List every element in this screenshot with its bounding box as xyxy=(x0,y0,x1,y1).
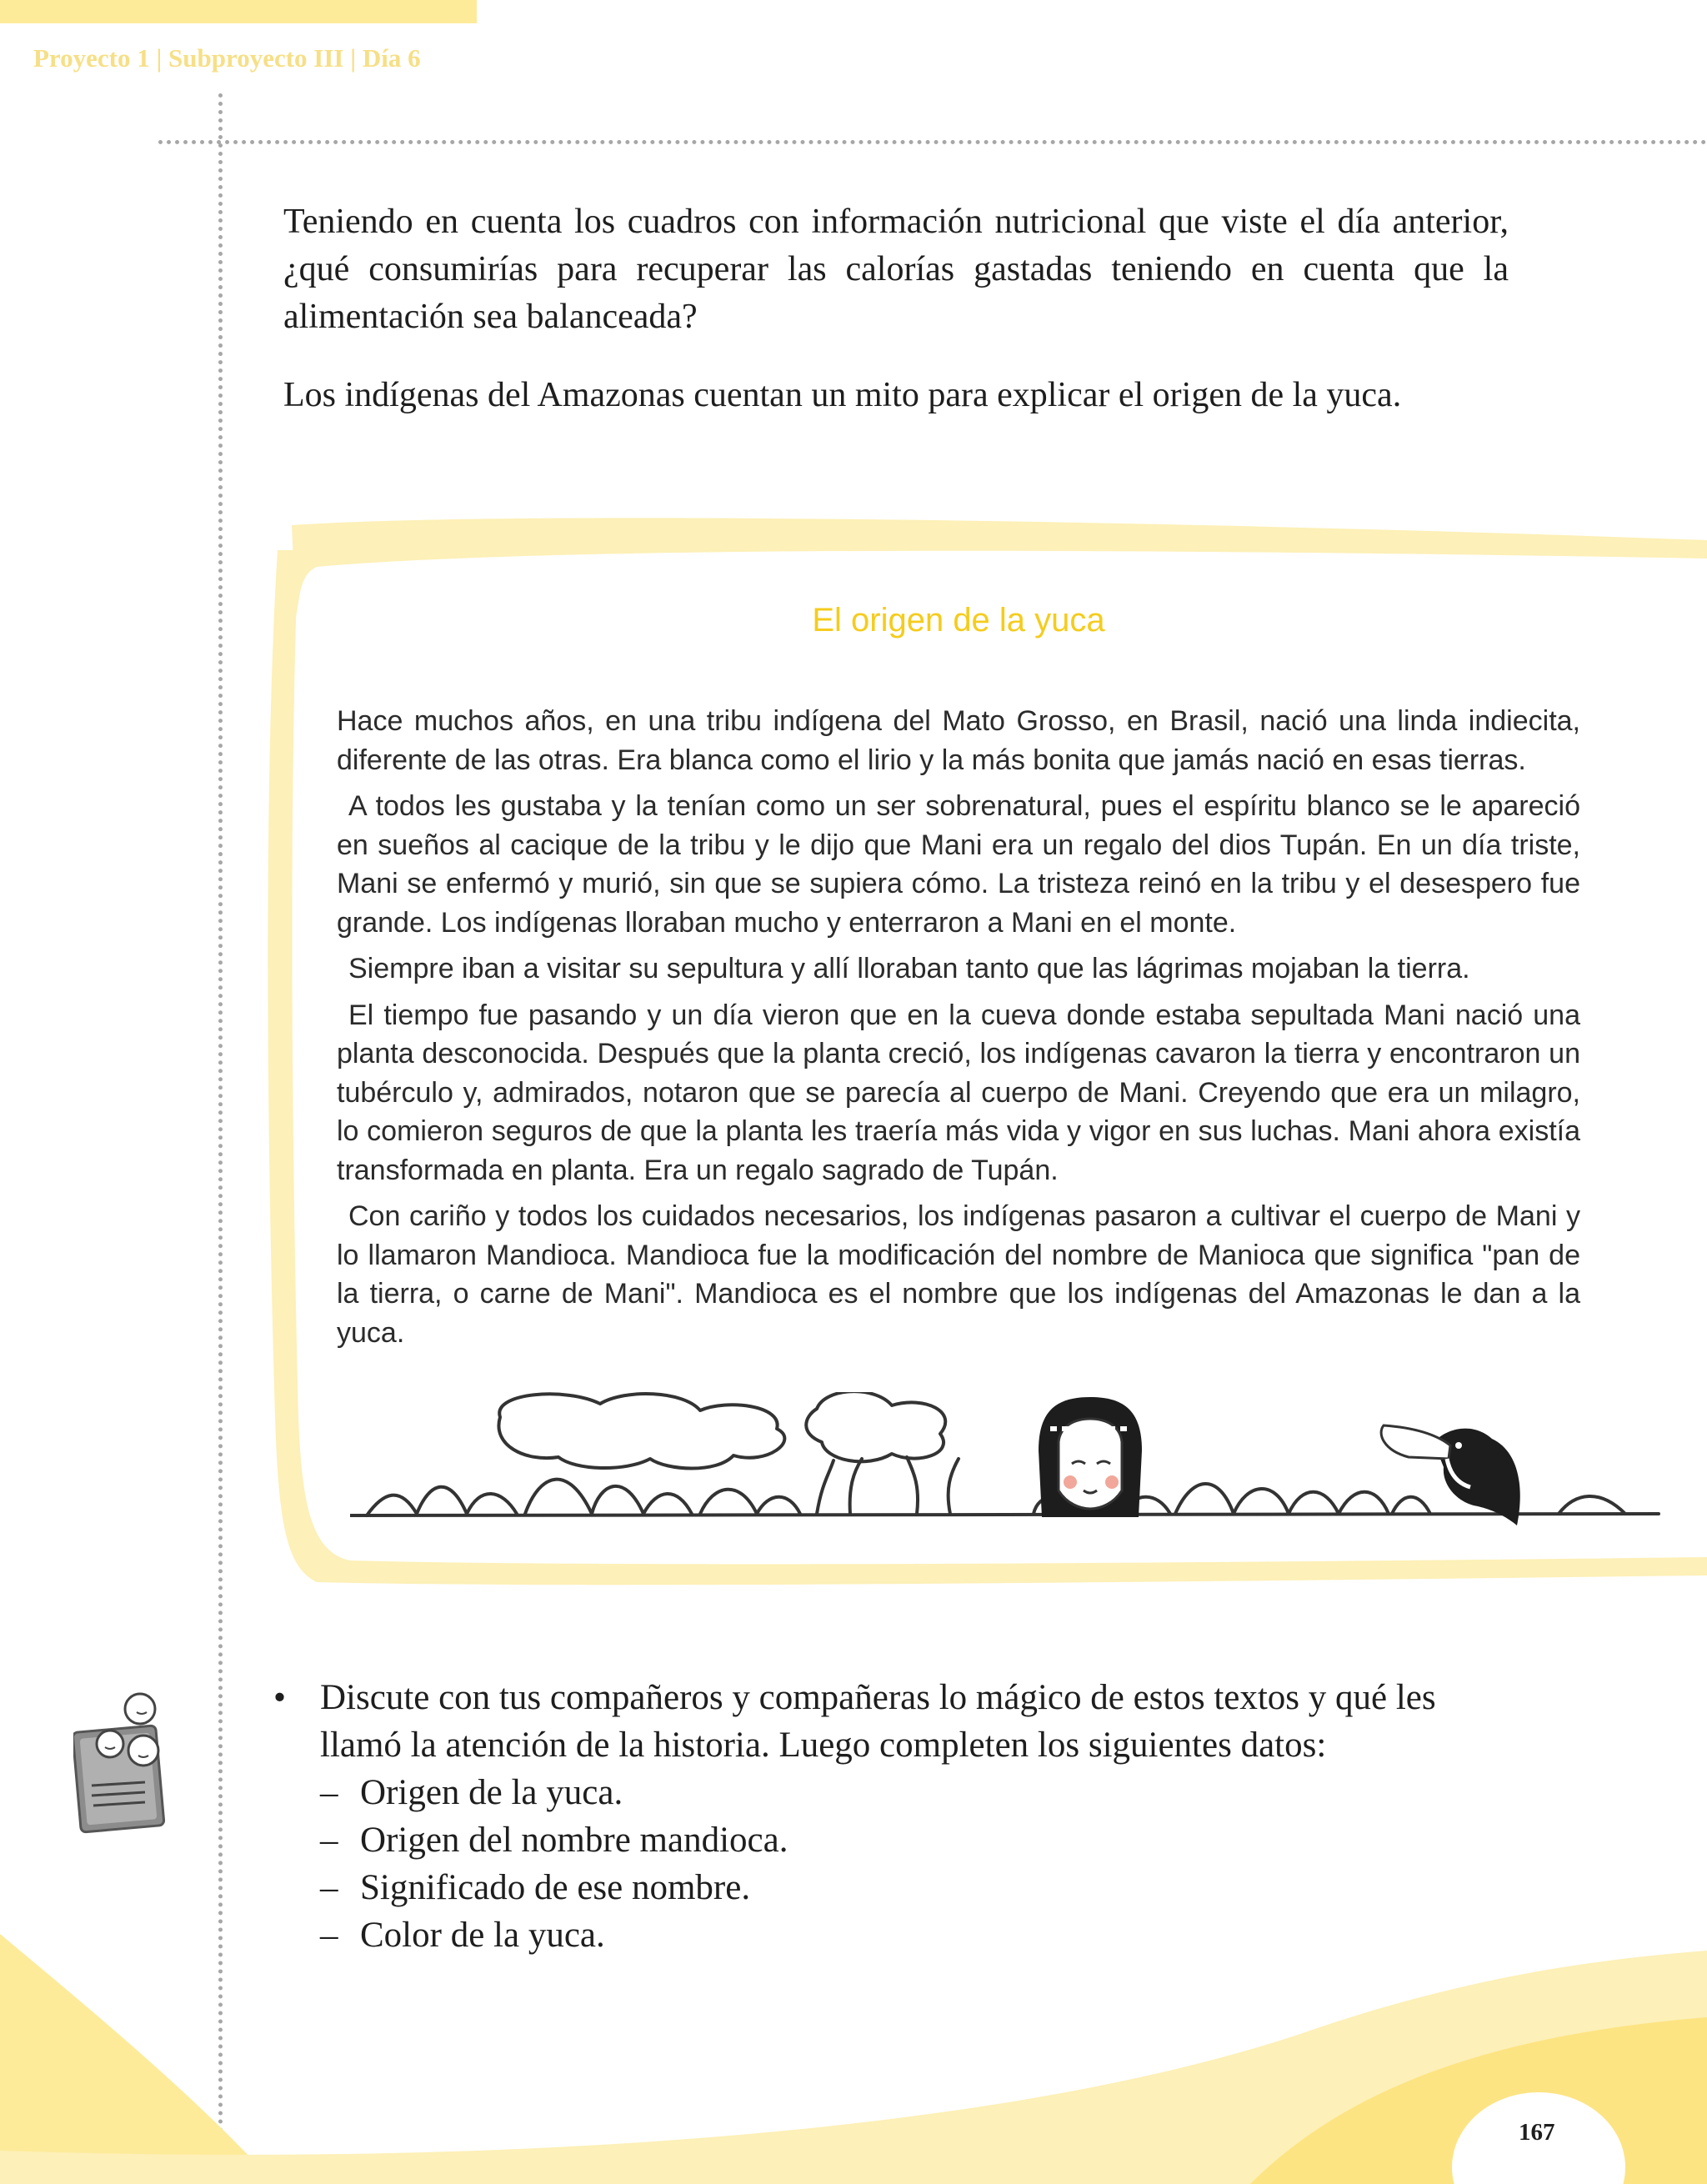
bullet-symbol: • xyxy=(273,1678,287,1717)
list-item xyxy=(273,1864,1524,1911)
story-text xyxy=(337,702,1580,1360)
story-paragraph: Hace muchos años, en una tribu indígena del Mato Grosso, en Brasil, nació una linda indiecita, diferente de las otras. Era blanca como el lirio y la más bonita que jamás nació en esas tierras. xyxy=(337,705,1580,776)
intro-paragraph-2: Los indígenas del Amazonas cuentan un mito para explicar el origen de la yuca. xyxy=(283,376,1402,414)
bullet-item xyxy=(273,1674,1524,1769)
story-paragraph: Siempre iban a visitar su sepultura y allí lloraban tanto que las lágrimas mojaban la tierra. xyxy=(348,953,1470,984)
footer-wave xyxy=(0,1917,1707,2184)
intro-paragraph-1: Teniendo en cuenta los cuadros con información nutricional que viste el día anterior, ¿qué consumirías para recuperar las calorías gastadas teniendo en cuenta que la alimentación sea balanceada? xyxy=(283,203,1509,336)
dash-symbol: – xyxy=(320,1916,338,1955)
dash-symbol: – xyxy=(320,1773,338,1812)
dash-symbol: – xyxy=(320,1821,338,1860)
discussion-activity xyxy=(273,1674,1524,1959)
girl-illustration xyxy=(1039,1397,1142,1517)
list-item-text: Origen del nombre mandioca. xyxy=(360,1821,788,1860)
list-item-text: Color de la yuca. xyxy=(360,1916,605,1955)
list-item xyxy=(273,1769,1524,1816)
children-group-icon xyxy=(73,1686,182,1836)
page-number: 167 xyxy=(1519,2119,1555,2146)
bullet-text: Discute con tus compañeros y compañeras lo mágico de estos textos y qué les llamó la atención de la historia. Luego completen los siguientes datos: xyxy=(320,1678,1436,1765)
story-paragraph: A todos les gustaba y la tenían como un ser sobrenatural, pues el espíritu blanco se le apareció en sueños al cacique de la tribu y le dijo que Mani era un regalo del dios Tupán. En un día triste, Mani se enfermó y murió, sin que se supiera cómo. La tristeza reinó en la tribu y el desespero fue grande. Los indígenas lloraban mucho y enterraron a Mani en el monte. xyxy=(337,790,1580,939)
jungle-illustration xyxy=(350,1392,1667,1559)
story-paragraph: Con cariño y todos los cuidados necesarios, los indígenas pasaron a cultivar el cuerpo de Mani y lo llamaron Mandioca. Mandioca fue la modificación del nombre de Manioca que significa "pan de la tierra, o carne de Mani". Mandioca es el nombre que los indígenas del Amazonas le dan a la yuca. xyxy=(337,1200,1580,1349)
story-paragraph: El tiempo fue pasando y un día vieron que en la cueva donde estaba sepultada Mani nació una planta desconocida. Después que la planta creció, los indígenas cavaron la tierra y encontraron un tubérculo y, admirados, notaron que se parecía al cuerpo de Mani. Creyendo que era un milagro, lo comieron seguros de que la planta les traería más vida y vigor en sus luchas. Mani ahora existía transformada en planta. Era un regalo sagrado de Tupán. xyxy=(337,999,1580,1186)
header-label: Proyecto 1 | Subproyecto III | Día 6 xyxy=(33,43,421,73)
toucan-icon xyxy=(1381,1425,1520,1525)
list-item-text: Origen de la yuca. xyxy=(360,1773,623,1812)
list-item-text: Significado de ese nombre. xyxy=(360,1868,751,1907)
list-item xyxy=(273,1816,1524,1864)
story-title: El origen de la yuca xyxy=(812,602,1105,639)
dash-symbol: – xyxy=(320,1868,338,1907)
